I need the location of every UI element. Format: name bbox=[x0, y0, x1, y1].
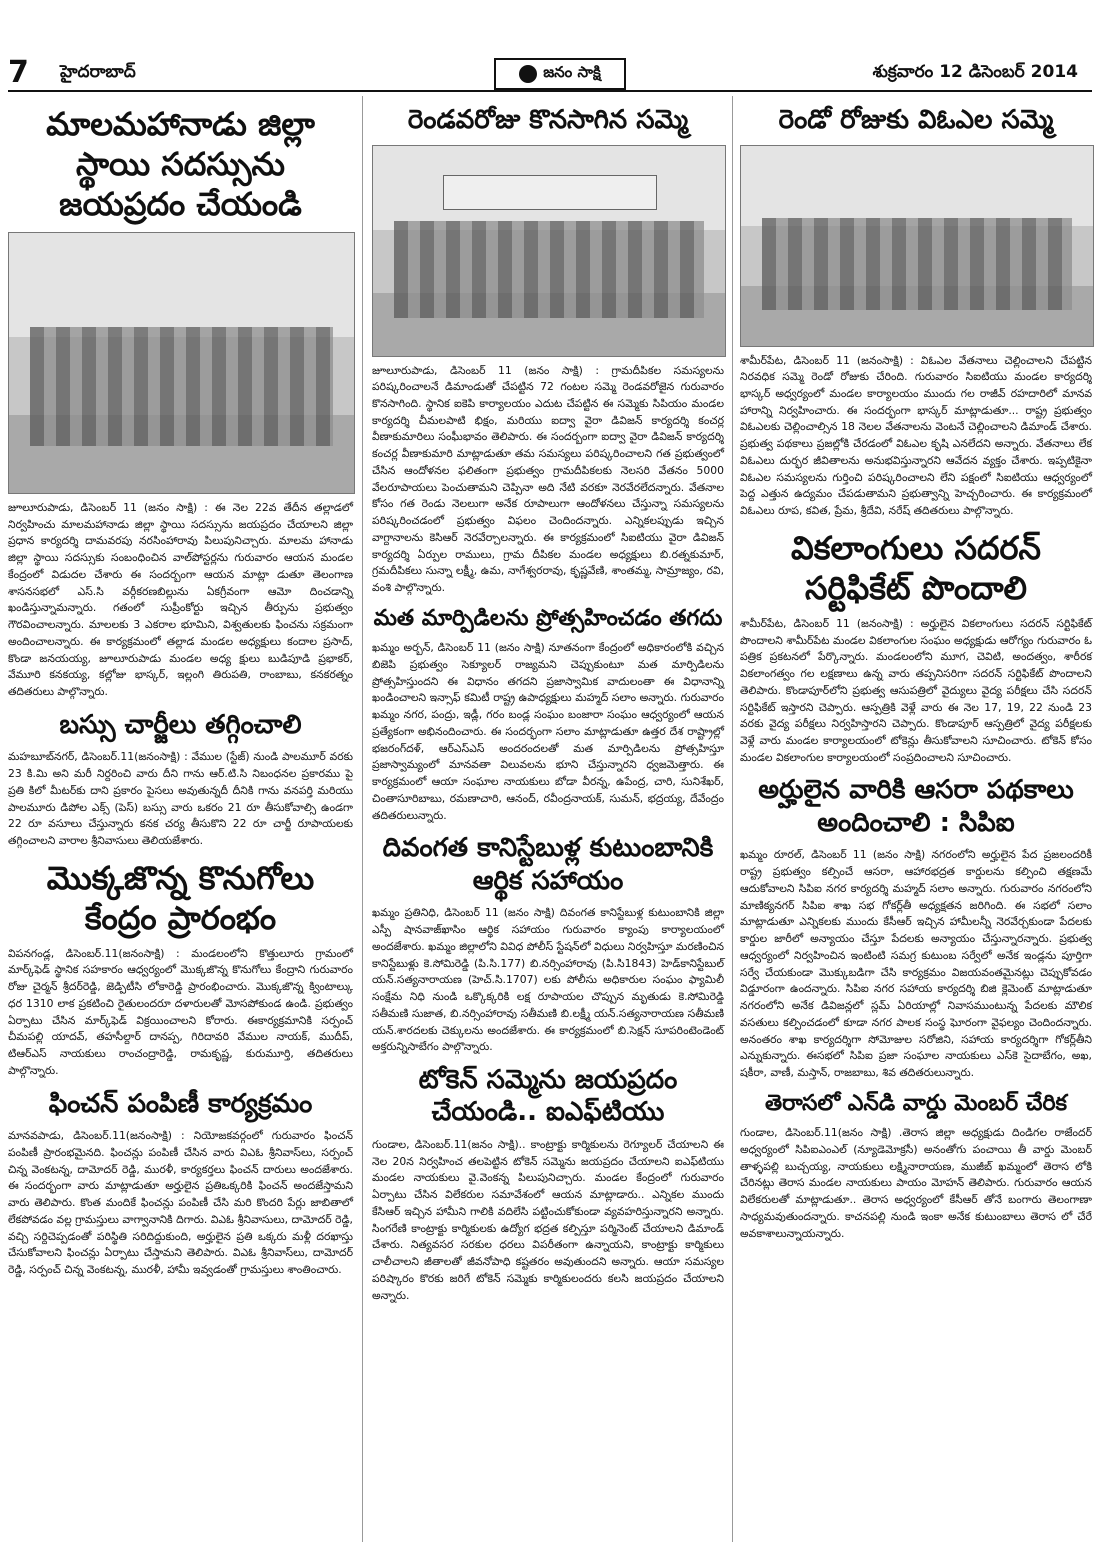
page-header bbox=[8, 56, 1092, 92]
article-body: ఖమ్మం అర్బన్, డిసెంబర్ 11 (జనం సాక్షి) నూతనంగా కేంద్రంలో అధికారంలోకి వచ్చిన బిజెపి ప్రభుత్వం సెక్యూలర్ రాజ్యమని చెప్పుకుంటూ మత మార్పిడిలను ప్రోత్సహిస్తుందని ఈ విధానం తగదని ప్రజాస్వామిక వాదులంతా ఈ విధానాన్ని ఖండించాలని ఇన్సాఫ్ కమిటీ రాష్ట్ర ఉపాధ్యక్షులు మహ్మద్ సలాం అన్నారు. గురువారం ఖమ్మం నగర, పంద్రు, ఇడ్లీ, గరం బండ్ల సంఘం బంజారా సంఘం ఆధ్వర్యంలో ఆయన ప్రత్యేకంగా అభినందించారు. ఈ సందర్భంగా సలాం మాట్లాడుతూ ఉత్తర దేశ రాష్ట్రాల్లో భజరంగ్‌దళ్, ఆర్ఎస్ఎస్ అందరందలతో మత మార్పిడిలను ప్రోత్సహిస్తూ ప్రజాస్వామ్యంలో మానవతా విలువలను భూని చేస్తున్నారని ధ్వజమెత్తారు. ఈ కార్యక్రమంలో ఆయా సంఘాల నాయకులు బోడా వీరన్న, ఉపేంద్ర, చారి, సునిశేఖర్, చింతాసూరిబాబు, రమణాచారి, ఆనంద్, రవీంద్రనాయక్, సుమన్, భద్రయ్య, దేవేంద్రం తదితరులున్నారు. bbox=[372, 641, 724, 822]
article-body: విపనగండ్ల, డిసెంబర్.11(జనంసాక్షి) : మండలంలోని కొత్తులూరు గ్రామంలో మార్క్‌ఫెడ్ స్థానిక సహకారం ఆధ్వర్యంలో మొక్కజొన్న కొనుగోలు కేంద్రాని గురువారం రోజు చైర్మన్ శ్రీదర్‌రెడ్డి, జెడ్పిటీసి లోకారెడ్డి ప్రారంభించారు. మొక్కజొన్న క్వింటాల్కు ధర 1310 లాక ప్రకటించి రైతులందరూ దళారులతో మోసపోకుండ ఉండి. ప్రభుత్వం ఏర్పాటు చేసిన మార్క్‌ఫెడ్ విక్రయించాలని కోరారు. ఈకార్యక్రమానికి సర్పంచ్ చీమపల్లి యాదవ్, తహసీల్దార్ దానప్ప, గిరిదావరి వేముల నాయక్, ముదీప్, టిఆర్ఎస్ నాయకులు రాంచంద్రారెడ్డి, రామకృష్ణ, కురుమూర్తి, తదితరులు పాల్గొన్నారు. bbox=[8, 946, 353, 1077]
article bbox=[372, 832, 724, 1056]
article-body: ఖమ్మం ప్రతినిధి, డిసెంబర్ 11 (జనం సాక్షి) దివంగత కానిస్టేబుళ్ల కుటుంబానికి జిల్లా ఎస్పీ షానవాజ్‌ఖాసిం ఆర్థిక సహాయం గురువారం క్యాంపు కార్యాలయంలో అందజేశారు. ఖమ్మం జిల్లాలోని వివిధ పోలీస్ స్టేషన్‌లో విధులు నిర్వహిస్తూ మరణించిన కానిస్టేబుళ్లు కె.సోమిరెడ్డి (పి.సి.177) బి.నర్సింహారావు (పి.సి1843) హెడ్‌కానిస్టేబుల్ యన్.సత్యనారాయణ (హెచ్.సి.1707) లకు పోలీసు అధికారుల సంఘం ఫ్యామిలీ సంక్షేమ నిధి నుండి ఒక్కొక్కరికి లక్ష రూపాయల చొప్పున మృతుడు కె.సోమిరెడ్డి సతీమణి సుజాత, బి.నర్సింహారావు సతీమణి బి.లక్ష్మీ యన్.సత్యనారాయణ సతీమణి యన్.శారదలకు చెక్కులను అందజేశారు. ఈ కార్యక్రమంలో బి.సెక్షన్ సూపరింటెండెంట్ అక్తరున్నిసాబేగం పాల్గొన్నారు. bbox=[372, 906, 724, 1054]
article bbox=[8, 104, 353, 701]
article bbox=[740, 528, 1092, 767]
article-headline: మొక్కజొన్న కొనుగోలు కేంద్రం ప్రారంభం bbox=[46, 858, 315, 937]
edition-city: హైదరాబాద్ bbox=[60, 62, 136, 82]
article-headline: అర్హులైన వారికి ఆసరా పథకాలు అందించాలి : సిపిఐ bbox=[758, 775, 1074, 838]
column-left bbox=[8, 96, 353, 1279]
article-headline: ఫించన్ పంపిణీ కార్యక్రమం bbox=[48, 1088, 313, 1119]
article-headline: తెరాసలో ఎన్‌డి వార్డు మెంబర్ చేరిక bbox=[764, 1090, 1068, 1116]
article-body: శామీర్‌పేట, డిసెంబర్ 11 (జనంసాక్షి) : విఓఎల వేతనాలు చెల్లించాలని చేపట్టిన నిరవధిక సమ్మె రెండో రోజుకు చేరింది. గురువారం సిఐటియు మండల కార్యదర్శి భాస్కర్ అధ్వర్యంలో మండల కార్యాలయం ముందు గల రాజీవ్ రహదారిలో మానవ హారాన్ని నిర్వహించారు. ఈ సందర్భంగా భాస్కర్ మాట్లాడుతూ... రాష్ట్ర ప్రభుత్వం విఓఎలకు చెల్లించాల్సిన 18 నెలల వేతనాలను వెంటనే చెల్లించాలని డిమాండ్ చేశారు. ప్రభుత్వ పథకాలు ప్రజల్లోకి చేరడంలో విఓఎల కృషి ఎనలేదని అన్నారు. వేతనాలు లేక విఓఎలు దుర్భర జీవితాలను అనుభవిస్తున్నారని ఆవేదన వ్యక్తం చేశారు. ఇప్పటికైనా విఓఎల సమస్యలను గుర్తించి పరిష్కరించాలని లేని పక్షంలో సిఐటియు ఆధ్వర్యంలో పెద్ద ఎత్తున ఉద్యమం చేపడుతామని ప్రభుత్వాన్ని హెచ్చరించారు. ఈ కార్యక్రమంలో విఓఎలు రూప, కవిత, ప్రేమ, శ్రీదేవి, నరేష్ తదితరులు పాల్గొన్నారు. bbox=[740, 353, 1092, 518]
article bbox=[8, 1088, 353, 1279]
article-photo bbox=[372, 145, 726, 357]
article bbox=[740, 1090, 1092, 1243]
column-middle bbox=[372, 96, 724, 1304]
article bbox=[740, 104, 1092, 520]
column-right bbox=[740, 96, 1092, 1242]
column-divider bbox=[732, 96, 733, 1542]
article bbox=[372, 605, 724, 825]
column-divider bbox=[362, 96, 363, 1542]
article-body: జూలూరుపాడు, డిసెంబర్ 11 (జనం సాక్షి) : ఈ నెల 22వ తేదీన తల్లాడలో నిర్వహించు మాలమహానాడు జిల్లా స్థాయి సదస్సును జయప్రదం చేయాలని జిల్లా ప్రధాన కార్యదర్శి దామవరపు నరసింహారావు పిలుపునిచ్చారు. మాలమ హానాడు జిల్లా స్థాయి సదస్సుకు సంబంధించిన వాల్‌పోస్టర్లను గురువారం ఆయన మండల కేంద్రంలో విడుదల చేశారు ఈ సందర్బంగా ఆయన మాట్లా డుతూ తెలంగాణ శాసనసభలో ఎస్.సి వర్గీకరణబిల్లును ఏకగ్రీవంగా ఆమో దించడాన్ని ఖండిస్తున్నామన్నారు. గతంలో సుప్రీంకోర్టు ఇచ్చిన తీర్పును ప్రభుత్వం గౌరవించాలన్నారు. మాలలకు 3 ఎకరాల భూమిని, విశ్వతులకు ఫించను సక్రమంగా అందించాలన్నారు. ఈ కార్యక్రమంలో తల్లాడ మండల అధ్యక్షులు కందాల ప్రసాద్, కొండా జనయయ్య, జూలూరుపాడు మండల అధ్య క్షులు బుడిపూడి ప్రభాకర్, వేమూరి కనకయ్య, కల్లోజు భాస్కర్, ఇల్లంగి తిరుపతి, రాంబాబు, కనకరత్నం తదితరులు పాల్గొన్నారు. bbox=[8, 501, 353, 699]
article-body: శామీర్‌పేట, డిసెంబర్ 11 (జనంసాక్షి) : అర్హులైన వికలాంగులు సదరన్ సర్టిఫికేట్ పొందాలని శామీర్‌పేట మండల వికలాంగుల సంఘం అధ్యక్షుడు ఆరోగ్యం గురువారం ఓ పత్రిక ప్రకటనలో పేర్కొన్నారు. మండలంలోని మూగ, చెవిటి, అందత్వం, శారీరక వికలాంగత్వం గల లక్షణాలు ఉన్న వారు తప్పనిసరిగా సదరన్ సర్టిఫికేట్ పొందాలని తెలిపారు. కొండాపూర్‌లోని ప్రభుత్వ ఆసుపత్రిలో వైద్యులు వైద్య పరీక్షలు చేసి సదరన్ సర్టిఫికేట్ ఇస్తారని చెప్పారు. ఆస్పత్రికి వెళ్లే వారు ఈ నెల 17, 19, 22 నుండి 23 వరకు వైద్య పరీక్షలు నిర్వహిస్తారని చెప్పారు. కొండాపూర్ ఆస్పత్రిలో వైద్య పరీక్షలకు వెళ్లే వారు మండల కార్యాలయంలో టోకెన్లు తీసుకోవాలని సూచించారు. టోకెన్ కోసం మండల వికలాంగుల కార్యాలయంలో సంప్రదించాలని సూచించారు. bbox=[740, 616, 1092, 764]
article-body: మహబూబ్‌నగర్, డిసెంబర్.11(జనంసాక్షి) : వేముల (స్టేజ్) నుండి పాలమూర్ వరకు 23 కి.మి అని మరీ నిర్దరించి వారు దీని గాను ఆర్.టి.సి నిబంధనల ప్రకారము పై ప్రతి కిలో మీటర్‌కు దాని ప్రకారం పైసలు అవుతున్నదీ దీనికి గాను వనపర్తి మరియు పాలమూరు డిపోల ఎక్స్ (పెస్) బస్సు వారు ఒకరం 21 రూ తీసుకోవాల్సి ఉండగా 22 రూ వసూలు చేస్తున్నారు కనక చర్య తీసుకొని 22 రూ చార్జీ రూపాయలకు తగ్గించాలని వారాల శ్రీనివాసులు తెలియజేశారు. bbox=[8, 750, 353, 847]
issue-date: శుక్రవారం 12 డిసెంబర్ 2014 bbox=[872, 62, 1078, 82]
article-headline: రెండవరోజు కొనసాగిన సమ్మె bbox=[407, 105, 689, 135]
article bbox=[8, 858, 353, 1080]
article-body: ఖమ్మం రూరల్, డిసెంబర్ 11 (జనం సాక్షి) నగరంలోని అర్హులైన పేద ప్రజలందరికీ రాష్ట్ర ప్రభుత్వం కల్పించే ఆసరా, ఆహారభద్రత కార్డులను కల్పించి తక్షణమే ఆదుకోవాలని సిపిఐ నగర కార్యదర్శి మహ్మద్ సలాం అన్నారు. గురువారం నగరంలోని మాణిక్యనగర్ సిపిఐ శాఖ సభ గోకర్ల్‌తీ అధ్యక్షతన జరిగింది. ఈ సభలో సలాం మాట్లాడుతూ ఎన్నికలకు ముందు కేసీఆర్ ఇచ్చిన హామీలన్నీ నెరవేర్చకుండా పేదలకు కార్డుల జారీలో అన్యాయం చేస్తూ పేదలకు అన్యాయం చేస్తున్నారన్నారు. ప్రభుత్వ ఆధ్వర్యంలో నిర్వహించిన ఇంటింటి సమగ్ర కుటుంబ సర్వేలో అనేక ఇండ్లను పూర్తిగా సర్వే చేయకుండా మొక్కుబడిగా చేసి కార్యక్రమం విజయవంతమైనట్లు చెప్పుకోవడం విడ్డూరంగా ఉందన్నారు. సిపిఐ నగర సహాయ కార్యదర్శి బిజి క్లెమెంట్ మాట్లాడుతూ నగరంలోని అనేక డివిజన్లలో స్లమ్ ఏరియాల్లో నివాసముంటున్న పేదలకు మౌలిక వసతులు కల్పించడంలో కూడా నగర పాలక సంస్థ ఘోరంగా వైఫల్యం చెందిందన్నారు. అనంతరం శాఖ కార్యదర్శిగా సోమోజుల సరోజిని, సహాయ కార్యదర్శిగా గోకర్ల్‌తీని ఎన్నుకున్నారు. ఈసభలో సిపిఐ ప్రజా సంఘాల నాయకులు ఎస్‌కె సైదాబేగం, అఖ, షకీరా, వాణీ, మస్తాన్, రాజబాబు, శివ తదితరులున్నారు. bbox=[740, 848, 1092, 1079]
article-photo bbox=[8, 232, 355, 494]
masthead-logo bbox=[494, 58, 626, 90]
article bbox=[372, 1064, 724, 1304]
masthead-title: జనం సాక్షి bbox=[543, 63, 601, 81]
article bbox=[8, 709, 353, 850]
article-headline: దివంగత కానిస్టేబుళ్ల కుటుంబానికి ఆర్థిక సహాయం bbox=[382, 833, 714, 896]
article-body: జూలూరుపాడు, డిసెంబర్ 11 (జనం సాక్షి) : గ్రామదీపికల సమస్యలను పరిష్కరించాలనే డిమాండుతో చేపట్టిన 72 గంటల సమ్మె రెండవరోజైన గురువారం కొనసాగింది. స్థానిక ఐకెపి కార్యాలయం ఎదుట చేపట్టిన ఈ సమ్మెకు సిపియం మండల కార్యదర్శి చీమలపాటి భిక్షం, మరియు ఐద్వా వైరా డివిజన్ కార్యదర్శి కంచర్ల వీణాకుమారిలు సంఘీభావం తెలిపారు. ఈ సందర్బంగా ఐద్వా వైరా డివిజన్ కార్యదర్శి కంచర్ల వీణాకుమారి మాట్లాడుతూ తమ సమస్యలు పరిష్కరించాలని గత ప్రభుత్వంలో చేసిన ఆందోళనల ఫలితంగా ప్రభుత్వం గ్రామదీపికలకు నెలసరి వేతనం 5000 వేలరూపాయలు పెంచుతామని చెప్పినా అది నేటి వరకూ నెరవేరలేదన్నారు. వేతనాల కోసం గత రెండు నెలలుగా అనేక రూపాలుగా ఆందోళనలు చేస్తున్నా సమస్యలను పరిష్కరించడంలో ప్రభుత్వం విఫలం చెందిందన్నారు. ఎన్నికలప్పుడు ఇచ్చిన వాగ్దానాలను కెసిఆర్ నెరవేర్చాలన్నారు. ఈ కార్యక్రమంలో సిఐటియు వైరా డివిజన్ కార్యదర్శి ఏర్పుల రాములు, గ్రామ దీపికల మండల అధ్యక్షులు బి.రత్నకుమార్, గ్రమదీపికలు సున్నా లక్ష్మీ, ఉమ, నాగేశ్వరరావు, కృష్ణవేణి, శాంతమ్మ, సామ్రాజ్యం, రవి, వంశి పాల్గొన్నారు. bbox=[372, 363, 724, 595]
article-headline: మాలమహానాడు జిల్లా స్థాయి సదస్సును జయప్రదం చేయండి bbox=[46, 105, 315, 223]
article-body: గుండాల, డిసెంబర్.11(జనం సాక్షి).. కాంట్రాక్టు కార్మికులను రెగ్యూలర్ చేయాలని ఈ నెల 20న నిర్వహించ తలపెట్టిన టోకెన్ సమ్మెను జయప్రదం చేయాలని ఐఎఫ్‌టియు మండల నాయకులు వై.వెంకన్న పిలుపునిచ్చారు. మండల కేంద్రంలో గురువారం ఏర్పాటు చేసిన విలేకరుల సమావేశంలో ఆయన మాట్లాడారు.. ఎన్నికల ముందు కేసిఆర్ ఇచ్చిన హామీని గాలికి వదిలేసి పట్టించుకోకుండా వ్యవహరిస్తున్నారని అన్నారు. సింగరేణి కాంట్రాక్టు కార్మికులకు ఉద్యోగ భద్రత కల్పిస్తూ పర్మినెంట్ చేయాలని డిమాండ్ చేశారు. నిత్యవసర సరకుల ధరలు విపరీతంగా ఉన్నాయని, కాంట్రాక్టు కార్మికులు చాలీచాలని జీతాలతో జీవనోపాధి కష్టతరం అవుతుందని అన్నారు. ఆయా సమస్యల పరిష్కారం కొరకు జరిగే టోకెన్ సమ్మెకు కార్మికులందరు కలసి జయప్రదం చేయాలని అన్నారు. bbox=[372, 1137, 724, 1302]
article-headline: బస్సు చార్జీలు తగ్గించాలి bbox=[59, 709, 302, 740]
article-headline: వికలాంగులు సదరన్ సర్టిఫికేట్ పొందాలి bbox=[791, 528, 1041, 607]
article bbox=[372, 104, 724, 597]
header-rule bbox=[8, 90, 1092, 92]
article bbox=[740, 774, 1092, 1081]
article-headline: మత మార్పిడిలను ప్రోత్సహించడం తగదు bbox=[373, 605, 723, 631]
article-headline: రెండో రోజుకు విఓఎల సమ్మె bbox=[778, 105, 1054, 135]
sun-logo-icon bbox=[519, 65, 537, 83]
article-headline: టోకెన్ సమ్మెను జయప్రదం చేయండి.. ఐఎఫ్‌టియు bbox=[418, 1064, 678, 1128]
article-body: గుండాల, డిసెంబర్.11(జనం సాక్షి) .తెరాస జిల్లా అధ్యక్షుడు దిండిగల రాజేందర్ అధ్వర్యంలో సిపిఐఎంఎల్ (న్యూడెమోక్రసీ) అనంతోగు పంచాయి తీ వార్డు మెంబర్ తాళ్ళపల్లి బుచ్చయ్య, నాయకులు లక్ష్మినారాయణ, ముజీబ్ ఖమ్మంలో తెరాస లోకి చేరినట్లు తెరాస మండల నాయకులు పాయం మోహన్ తెలిపారు. గురువారం ఆయన విలేకరులతో మాట్లాడుతూ.. తెరాస అధ్వర్యంలో కేసీఆర్ తోనే బంగారు తెలంగాణా సాధ్యమవుతుందన్నారు. కాచనపల్లి నుండి ఇంకా అనేక కుటుంబాలు తెరాస లో చేరే అవకాశాలున్నాయన్నారు. bbox=[740, 1126, 1092, 1240]
article-photo bbox=[740, 145, 1094, 347]
article-body: మానవపాడు, డిసెంబర్.11(జనంసాక్షి) : నియోజకవర్గంలో గురువారం ఫించన్ పంపిణీ ప్రారంభమైనది. ఫించన్లు పంపిణీ చేసిన వారు విఎఓ శ్రీనివాస్‌లు, సర్పంచ్ చిన్న వెంకటన్న, దామోదర్ రెడ్డి, మురళీ, కార్యకర్తలు ఫించన్ దారులు అందజేశారు. ఈ సందర్భంగా వారు మాట్లాడుతూ అర్హులైన ప్రతిఒక్కరికి ఫించన్ అందజేస్తామని వారు తెలిపారు. కొంత మందికే ఫించన్లు పంపిణీ చేసి మరి కొందరి పేర్లు జాబితాలో లేకపోవడం వల్ల గ్రామస్తులు వాగ్వానానికి దిగారు. విఎఓ శ్రీనివాసులు, దామోదర్ రెడ్డి, వచ్చి సర్దిచెప్పడంతో పరిస్థితి సరిదిద్దుకుంది, అర్హులైన ప్రతి ఒక్కరు మళ్లీ దరఖాస్తు చేసుకోవాలని ఫించన్లు ఏర్పాటు చేస్తామని తెలిపారు. విఎఓ శ్రీనివాస్‌లు, దామోదర్ రెడ్డి, సర్పంచ్ చిన్న వెంకటన్న, మురళీ, హామీ ఇవ్వడంతో గ్రామస్తులు శాంతించారు. bbox=[8, 1129, 353, 1276]
page-number: 7 bbox=[8, 55, 29, 90]
